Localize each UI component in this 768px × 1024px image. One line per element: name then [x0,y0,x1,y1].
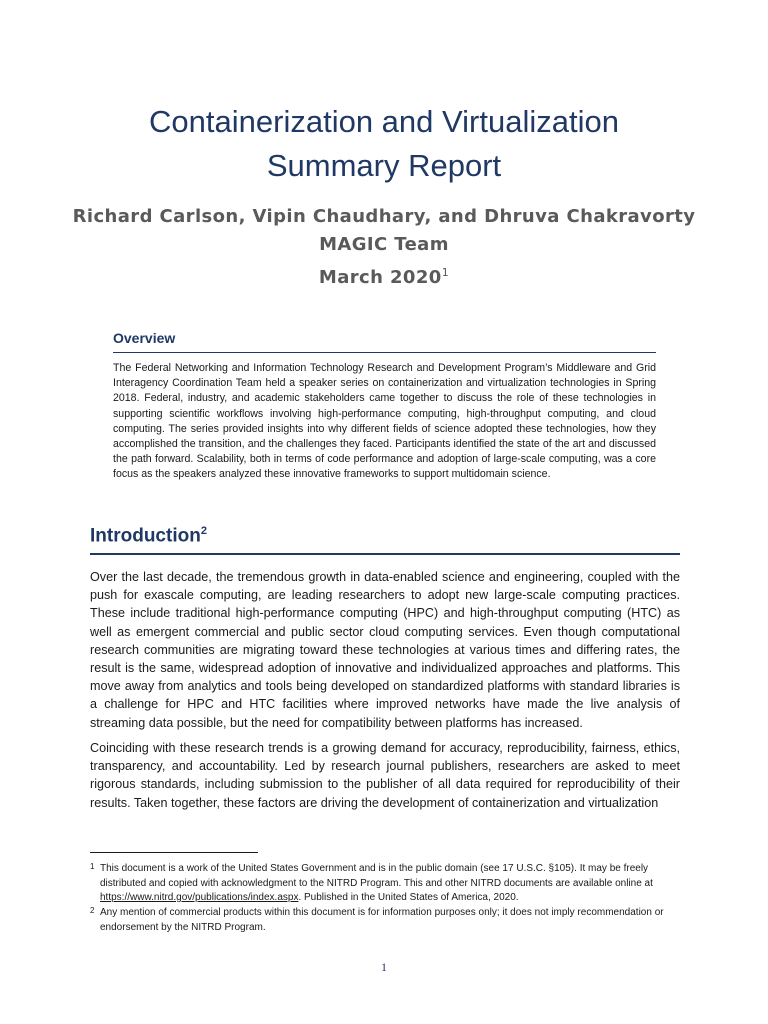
publication-date-line [40,259,728,292]
introduction-divider [90,553,680,555]
footnote-separator [90,852,258,853]
team-name: MAGIC Team [319,234,449,255]
page-number: 1 [381,960,387,974]
introduction-paragraph-2: Coinciding with these research trends is a growing demand for accuracy, reproducibility, fairness, ethics, transparency, and accountability. Led by research journal publishers, researchers are asked to meet rigorous standards, including submission to the publisher of all data required for reproducibility of their results. Taken together, these factors are driving the development of containerization and virtualization [90,741,680,810]
footnote-1-text-before: This document is a work of the United States Government and is in the public domain (see 17 U.S.C. §105). It may be freely distributed and copied with acknowledgment to the NITRD Program. This and other NITRD documents are available online at [100,863,653,889]
title-line-1: Containerization and Virtualization [149,104,619,139]
introduction-heading-text: Introduction [90,525,201,547]
byline [40,203,728,292]
footnote-1 [90,862,680,906]
overview-divider [113,352,656,353]
footnote-1-marker: 1 [90,862,95,871]
publication-date: March 2020 [318,267,442,288]
introduction-heading [90,525,207,547]
footnote-marker-2: 2 [200,525,207,537]
introduction-paragraph-1: Over the last decade, the tremendous growth in data-enabled science and engineering, coupled with the push for exascale computing, are leading researchers to adopt new large-scale computing practices. These include traditional high-performance computing (HPC) and high-throughput computing (HTC) as well as emergent commercial and public sector cloud computing services. Even though computational research communities are migrating toward these technologies at various times and differing rates, the result is the same, widespread adoption of innovative and individualized approaches and platforms. This move away from analytics and tools being developed on standardized platforms with standard libraries is a challenge for HPC and HTC facilities where improved networks have made the live analysis of streaming data possible, but the need for compatibility between platforms has increased. [90,570,680,730]
footnote-1-text [100,862,680,906]
footnote-marker-1: 1 [441,266,450,279]
author-list: Richard Carlson, Vipin Chaudhary, and Dhruva Chakravorty [72,206,696,227]
footnote-2 [90,906,680,935]
nitrd-publications-link[interactable]: https://www.nitrd.gov/publications/index.aspx [100,892,299,903]
footnote-2-marker: 2 [90,906,95,915]
footnote-1-text-after: . Published in the United States of America, 2020. [298,892,519,903]
overview-heading: Overview [113,330,176,346]
document-title [60,100,708,188]
overview-paragraph: The Federal Networking and Information Technology Research and Development Program’s Middleware and Grid Interagency Coordination Team held a speaker series on containerization and virtualization technologies in Spring 2018. Federal, industry, and academic stakeholders came together to discuss the role of these technologies in supporting scientific workflows involving high-performance computing, high-throughput computing, and cloud computing. The series provided insights into why different fields of science adopted these technologies, how they accomplished the transition, and the challenges they faced. Participants identified the state of the art and discussed the path forward. Scalability, both in terms of code performance and adoption of large-scale computing, was a core focus as the speakers analyzed these innovative frameworks to support multidomain science. [113,362,656,481]
footnote-2-text: Any mention of commercial products within this document is for information purposes only; it does not imply recommendation or endorsement by the NITRD Program. [100,907,664,933]
title-line-2: Summary Report [266,148,502,183]
